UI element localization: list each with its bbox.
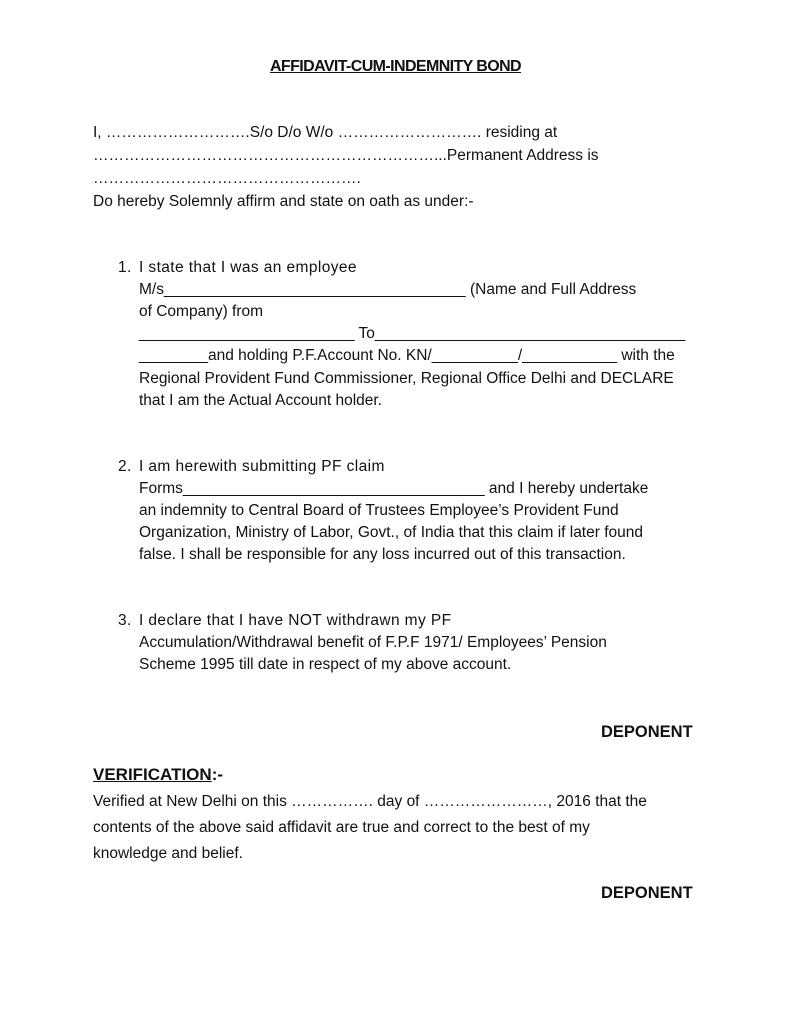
intro-line-4: Do hereby Solemnly affirm and state on oath as under:- <box>93 193 474 210</box>
item-3-line-3: Scheme 1995 till date in respect of my above account. <box>139 656 512 673</box>
verification-heading <box>93 765 223 785</box>
item-1-line-7: that I am the Actual Account holder. <box>139 392 382 409</box>
item-1-number: 1. <box>118 259 132 276</box>
item-1-line-4: _________________________ To____________________________________ <box>139 325 686 342</box>
deponent-label-1: DEPONENT <box>601 723 693 741</box>
verification-heading-text: VERIFICATION <box>93 765 212 784</box>
verification-line-2: contents of the above said affidavit are true and correct to the best of my <box>93 819 590 836</box>
intro-line-3: ……………………………………………. <box>93 170 361 187</box>
document-title: AFFIDAVIT-CUM-INDEMNITY BOND <box>269 58 522 75</box>
verification-line-1: Verified at New Delhi on this ……………. day of ……………………, 2016 that the <box>93 793 647 810</box>
item-1-line-1: I state that I was an employee <box>139 259 357 276</box>
item-2-line-5: false. I shall be responsible for any loss incurred out of this transaction. <box>139 546 626 563</box>
item-2-line-4: Organization, Ministry of Labor, Govt., of India that this claim if later found <box>139 524 643 541</box>
item-1-line-5: ________and holding P.F.Account No. KN/__________/___________ with the <box>139 347 675 364</box>
item-1-line-6: Regional Provident Fund Commissioner, Regional Office Delhi and DECLARE <box>139 370 674 387</box>
intro-line-1: I, ……………………….S/o D/o W/o ………………………. residing at <box>93 124 558 141</box>
item-1-line-2: M/s___________________________________ (Name and Full Address <box>139 281 637 298</box>
verification-heading-suffix: :- <box>211 765 224 784</box>
deponent-label-2: DEPONENT <box>601 884 693 902</box>
intro-line-2: …………………………………………………………...Permanent Address is <box>93 147 599 164</box>
item-2-number: 2. <box>118 458 132 475</box>
item-3-line-2: Accumulation/Withdrawal benefit of F.P.F 1971/ Employees’ Pension <box>139 634 607 651</box>
item-2-line-1: I am herewith submitting PF claim <box>139 458 385 475</box>
verification-line-3: knowledge and belief. <box>93 845 243 862</box>
item-1-line-3: of Company) from <box>139 303 264 320</box>
item-2-line-2: Forms___________________________________ and I hereby undertake <box>139 480 649 497</box>
item-2-line-3: an indemnity to Central Board of Trustees Employee’s Provident Fund <box>139 502 619 519</box>
item-3-line-1: I declare that I have NOT withdrawn my PF <box>139 612 452 629</box>
item-3-number: 3. <box>118 612 132 629</box>
